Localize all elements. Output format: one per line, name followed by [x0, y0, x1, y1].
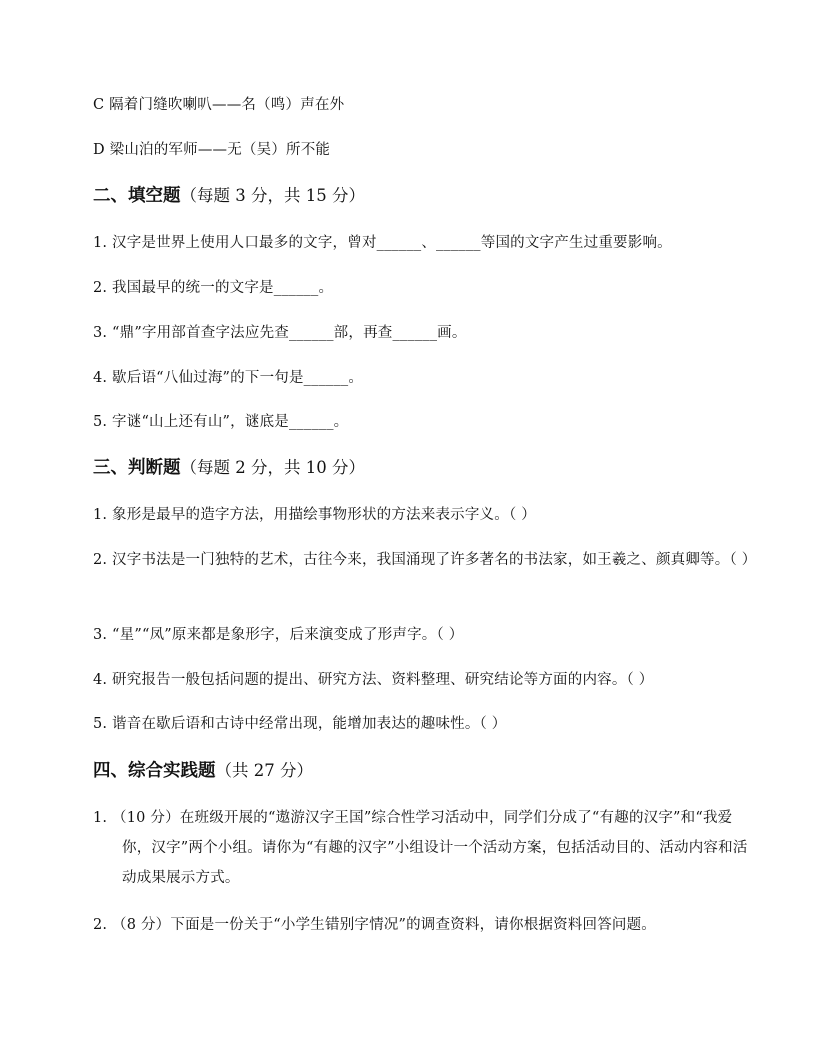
- section-title: 三、判断题: [93, 458, 181, 478]
- section-heading-true-false: [93, 456, 365, 480]
- fill-item-1: 1. 汉字是世界上使用人口最多的文字，曾对______、______等国的文字产生过重要影响。: [93, 235, 672, 251]
- judge-item-2: 2. 汉字书法是一门独特的艺术，古往今来，我国涌现了许多著名的书法家，如王羲之、颜真卿等。（ ）: [93, 552, 757, 568]
- section-title: 二、填空题: [93, 186, 181, 206]
- section-heading-fill-in: [93, 184, 365, 208]
- section-score: （共 27 分）: [215, 761, 313, 780]
- fill-item-4: 4. 歇后语“八仙过海”的下一句是______。: [93, 370, 364, 386]
- practice-item-1: 1. （10 分）在班级开展的“遨游汉字王国”综合性学习活动中，同学们分成了“有趣的汉字”和“我爱你，汉字”两个小组。请你为“有趣的汉字”小组设计一个活动方案，包括活动目的、活动内容和活动成果展示方式。: [93, 810, 748, 886]
- judge-item-4: 4. 研究报告一般包括问题的提出、研究方法、资料整理、研究结论等方面的内容。（ ）: [93, 672, 654, 688]
- option-d: D 梁山泊的军师——无（吴）所不能: [93, 142, 331, 158]
- section-title: 四、综合实践题: [93, 761, 216, 781]
- judge-item-3: 3. “星”“凤”原来都是象形字，后来演变成了形声字。（ ）: [93, 627, 464, 643]
- fill-item-2: 2. 我国最早的统一的文字是______。: [93, 280, 334, 296]
- option-c: C 隔着门缝吹喇叭——名（鸣）声在外: [93, 97, 345, 113]
- fill-item-3: 3. “鼎”字用部首查字法应先查______部，再查______画。: [93, 325, 467, 341]
- section-score: （每题 3 分，共 15 分）: [180, 186, 365, 205]
- section-heading-practice: [93, 759, 313, 783]
- practice-item-2: 2. （8 分）下面是一份关于“小学生错别字情况”的调查资料，请你根据资料回答问题。: [93, 917, 657, 933]
- judge-item-5: 5. 谐音在歇后语和古诗中经常出现，能增加表达的趣味性。（ ）: [93, 716, 507, 732]
- judge-item-1: 1. 象形是最早的造字方法，用描绘事物形状的方法来表示字义。（ ）: [93, 507, 536, 523]
- section-score: （每题 2 分，共 10 分）: [180, 458, 365, 477]
- fill-item-5: 5. 字谜“山上还有山”，谜底是______。: [93, 414, 349, 430]
